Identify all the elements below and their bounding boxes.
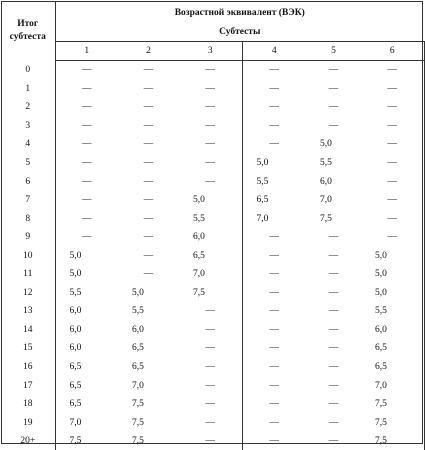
age-equivalent-cell: — bbox=[306, 432, 361, 450]
age-equivalent-cell: — bbox=[361, 228, 424, 247]
age-equivalent-cell: — bbox=[242, 284, 306, 303]
age-equivalent-cell: — bbox=[118, 61, 179, 80]
age-equivalent-cell: — bbox=[306, 265, 361, 284]
age-equivalent-cell: — bbox=[361, 98, 424, 117]
table-row bbox=[1, 265, 424, 284]
age-equivalent-cell: — bbox=[118, 154, 179, 173]
age-equivalent-cell: 6,5 bbox=[361, 358, 424, 377]
age-equivalent-cell: — bbox=[118, 209, 179, 228]
age-equivalent-cell: 7,0 bbox=[242, 209, 306, 228]
table-row bbox=[1, 209, 424, 228]
age-equivalent-cell: — bbox=[242, 302, 306, 321]
age-equivalent-cell: 7,5 bbox=[55, 432, 118, 450]
age-equivalent-cell: 5,5 bbox=[55, 284, 118, 303]
subtest-column-header: 2 bbox=[118, 42, 179, 61]
subtest-total-cell: 2 bbox=[1, 98, 55, 117]
table-row bbox=[1, 98, 424, 117]
age-equivalent-cell: — bbox=[118, 228, 179, 247]
age-equivalent-cell: — bbox=[242, 117, 306, 136]
age-equivalent-cell: — bbox=[179, 321, 242, 340]
age-equivalent-cell: — bbox=[118, 135, 179, 154]
age-equivalent-cell: — bbox=[179, 376, 242, 395]
subtest-total-cell: 14 bbox=[1, 321, 55, 340]
age-equivalent-cell: 5,5 bbox=[242, 172, 306, 191]
age-equivalent-cell: — bbox=[306, 321, 361, 340]
age-equivalent-cell: — bbox=[179, 135, 242, 154]
age-equivalent-cell: — bbox=[361, 61, 424, 80]
subtest-total-cell: 20+ bbox=[1, 432, 55, 450]
age-equivalent-cell: — bbox=[306, 284, 361, 303]
age-equivalent-cell: — bbox=[55, 80, 118, 99]
age-equivalent-cell: 6,5 bbox=[55, 376, 118, 395]
age-equivalent-cell: — bbox=[306, 413, 361, 432]
age-equivalent-cell: — bbox=[361, 80, 424, 99]
age-equivalent-cell: — bbox=[179, 117, 242, 136]
age-equivalent-cell: — bbox=[118, 265, 179, 284]
age-equivalent-cell: — bbox=[242, 321, 306, 340]
age-equivalent-cell: — bbox=[242, 228, 306, 247]
age-equivalent-cell: — bbox=[306, 358, 361, 377]
subtest-column-header: 4 bbox=[242, 42, 306, 61]
age-equivalent-cell: 7,0 bbox=[118, 376, 179, 395]
age-equivalent-cell: — bbox=[306, 302, 361, 321]
table-row bbox=[1, 395, 424, 414]
subtest-total-cell: 17 bbox=[1, 376, 55, 395]
age-equivalent-cell: — bbox=[179, 80, 242, 99]
age-equivalent-cell: — bbox=[242, 432, 306, 450]
subtest-total-cell: 18 bbox=[1, 395, 55, 414]
age-equivalent-cell: — bbox=[306, 117, 361, 136]
age-equivalent-cell: 7,0 bbox=[55, 413, 118, 432]
age-equivalent-cell: 5,0 bbox=[118, 284, 179, 303]
age-equivalent-cell: — bbox=[361, 172, 424, 191]
age-equivalent-cell: — bbox=[306, 339, 361, 358]
age-equivalent-cell: — bbox=[306, 228, 361, 247]
age-equivalent-cell: — bbox=[361, 135, 424, 154]
age-equivalent-cell: 5,5 bbox=[306, 154, 361, 173]
age-equivalent-cell: 5,5 bbox=[179, 209, 242, 228]
subtest-column-header: 1 bbox=[55, 42, 118, 61]
age-equivalent-cell: — bbox=[361, 154, 424, 173]
age-equivalent-cell: — bbox=[242, 246, 306, 265]
age-equivalent-cell: — bbox=[242, 80, 306, 99]
age-equivalent-cell: 7,5 bbox=[361, 413, 424, 432]
table-row bbox=[1, 172, 424, 191]
age-equivalent-cell: — bbox=[55, 228, 118, 247]
table-row bbox=[1, 413, 424, 432]
age-equivalent-cell: — bbox=[55, 154, 118, 173]
subtest-total-cell: 15 bbox=[1, 339, 55, 358]
age-equivalent-cell: — bbox=[242, 98, 306, 117]
table-row bbox=[1, 376, 424, 395]
age-equivalent-cell: 6,0 bbox=[118, 321, 179, 340]
age-equivalent-cell: — bbox=[179, 432, 242, 450]
age-equivalent-cell: 5,0 bbox=[361, 265, 424, 284]
age-equivalent-cell: 7,5 bbox=[179, 284, 242, 303]
table-row bbox=[1, 432, 424, 450]
age-equivalent-cell: — bbox=[242, 413, 306, 432]
age-equivalent-cell: 5,0 bbox=[242, 154, 306, 173]
subtest-total-cell: 1 bbox=[1, 80, 55, 99]
age-equivalent-cell: — bbox=[306, 61, 361, 80]
age-equivalent-cell: — bbox=[55, 135, 118, 154]
subtests-header: Субтесты bbox=[55, 23, 424, 42]
age-equivalent-cell: — bbox=[118, 117, 179, 136]
age-equivalent-cell: — bbox=[179, 395, 242, 414]
table-row bbox=[1, 246, 424, 265]
table-row bbox=[1, 284, 424, 303]
subtest-column-header: 6 bbox=[361, 42, 424, 61]
table-row bbox=[1, 339, 424, 358]
table-row bbox=[1, 154, 424, 173]
age-equivalent-cell: — bbox=[242, 395, 306, 414]
subtest-total-cell: 11 bbox=[1, 265, 55, 284]
age-equivalent-cell: — bbox=[361, 209, 424, 228]
subtest-total-cell: 6 bbox=[1, 172, 55, 191]
age-equivalent-cell: — bbox=[179, 302, 242, 321]
age-equivalent-cell: 6,5 bbox=[55, 395, 118, 414]
age-equivalent-cell: 7,5 bbox=[118, 395, 179, 414]
subtest-total-cell: 19 bbox=[1, 413, 55, 432]
table-title: Возрастной эквивалент (ВЭК) bbox=[55, 1, 424, 23]
subtest-total-cell: 13 bbox=[1, 302, 55, 321]
age-equivalent-cell: — bbox=[306, 80, 361, 99]
age-equivalent-cell: — bbox=[55, 209, 118, 228]
subtest-total-header: Итог субтеста bbox=[1, 1, 55, 61]
subtest-total-cell: 16 bbox=[1, 358, 55, 377]
age-equivalent-cell: 7,0 bbox=[179, 265, 242, 284]
age-equivalent-cell: — bbox=[242, 265, 306, 284]
age-equivalent-cell: — bbox=[55, 117, 118, 136]
table-row bbox=[1, 135, 424, 154]
table-row bbox=[1, 80, 424, 99]
age-equivalent-cell: — bbox=[55, 172, 118, 191]
age-equivalent-cell: — bbox=[242, 61, 306, 80]
age-equivalent-cell: 6,0 bbox=[179, 228, 242, 247]
subtest-total-cell: 12 bbox=[1, 284, 55, 303]
age-equivalent-cell: 7,5 bbox=[361, 432, 424, 450]
age-equivalent-cell: — bbox=[118, 80, 179, 99]
age-equivalent-cell: — bbox=[55, 98, 118, 117]
age-equivalent-cell: 6,5 bbox=[361, 339, 424, 358]
table-row bbox=[1, 321, 424, 340]
subtest-total-cell: 5 bbox=[1, 154, 55, 173]
subtest-total-cell: 7 bbox=[1, 191, 55, 210]
age-equivalent-cell: — bbox=[242, 339, 306, 358]
age-equivalent-cell: 6,0 bbox=[55, 339, 118, 358]
table-row bbox=[1, 61, 424, 80]
age-equivalent-cell: 5,5 bbox=[361, 302, 424, 321]
subtest-total-cell: 8 bbox=[1, 209, 55, 228]
age-equivalent-cell: — bbox=[179, 154, 242, 173]
table-row bbox=[1, 358, 424, 377]
table-row bbox=[1, 191, 424, 210]
table-body bbox=[1, 61, 424, 450]
age-equivalent-cell: 5,5 bbox=[118, 302, 179, 321]
age-equivalent-cell: — bbox=[242, 358, 306, 377]
age-equivalent-cell: — bbox=[55, 191, 118, 210]
age-equivalent-cell: 6,5 bbox=[118, 339, 179, 358]
table-row bbox=[1, 302, 424, 321]
age-equivalent-cell: — bbox=[306, 376, 361, 395]
age-equivalent-cell: — bbox=[118, 98, 179, 117]
age-equivalent-cell: 6,0 bbox=[306, 172, 361, 191]
table-row bbox=[1, 117, 424, 136]
age-equivalent-cell: 7,5 bbox=[118, 432, 179, 450]
age-equivalent-cell: 7,5 bbox=[118, 413, 179, 432]
age-equivalent-cell: 7,0 bbox=[361, 376, 424, 395]
age-equivalent-cell: 6,5 bbox=[179, 246, 242, 265]
subtest-column-header: 5 bbox=[306, 42, 361, 61]
age-equivalent-cell: 5,0 bbox=[55, 265, 118, 284]
age-equivalent-cell: 6,0 bbox=[361, 321, 424, 340]
age-equivalent-cell: 6,5 bbox=[55, 358, 118, 377]
age-equivalent-cell: — bbox=[179, 61, 242, 80]
age-equivalent-cell: — bbox=[179, 339, 242, 358]
age-equivalent-cell: 7,0 bbox=[306, 191, 361, 210]
age-equivalent-cell: — bbox=[179, 413, 242, 432]
subtest-total-cell: 3 bbox=[1, 117, 55, 136]
subtest-total-cell: 0 bbox=[1, 61, 55, 80]
age-equivalent-cell: — bbox=[361, 191, 424, 210]
age-equivalent-cell: — bbox=[306, 98, 361, 117]
age-equivalent-cell: 5,0 bbox=[361, 284, 424, 303]
subtest-number-row bbox=[1, 42, 424, 61]
age-equivalent-cell: — bbox=[118, 246, 179, 265]
age-equivalent-cell: — bbox=[361, 117, 424, 136]
age-equivalent-cell: — bbox=[242, 135, 306, 154]
age-equivalent-cell: — bbox=[179, 172, 242, 191]
age-equivalent-cell: 6,0 bbox=[55, 302, 118, 321]
age-equivalent-cell: — bbox=[55, 61, 118, 80]
subtest-total-cell: 4 bbox=[1, 135, 55, 154]
age-equivalent-cell: 5,0 bbox=[55, 246, 118, 265]
age-equivalent-cell: 6,5 bbox=[118, 358, 179, 377]
subtest-total-cell: 9 bbox=[1, 228, 55, 247]
age-equivalent-cell: 7,5 bbox=[361, 395, 424, 414]
subtest-total-cell: 10 bbox=[1, 246, 55, 265]
age-equivalent-cell: — bbox=[306, 395, 361, 414]
age-equivalent-cell: — bbox=[118, 172, 179, 191]
age-equivalent-cell: 7,5 bbox=[306, 209, 361, 228]
subtest-column-header: 3 bbox=[179, 42, 242, 61]
age-equivalent-cell: 6,0 bbox=[55, 321, 118, 340]
table-row bbox=[1, 228, 424, 247]
age-equivalent-table bbox=[1, 1, 425, 450]
age-equivalent-cell: 5,0 bbox=[361, 246, 424, 265]
age-equivalent-cell: — bbox=[179, 98, 242, 117]
age-equivalent-cell: — bbox=[242, 376, 306, 395]
age-equivalent-cell: — bbox=[179, 358, 242, 377]
age-equivalent-cell: 5,0 bbox=[306, 135, 361, 154]
age-equivalent-cell: — bbox=[118, 191, 179, 210]
age-equivalent-cell: 6,5 bbox=[242, 191, 306, 210]
age-equivalent-cell: — bbox=[306, 246, 361, 265]
age-equivalent-cell: 5,0 bbox=[179, 191, 242, 210]
